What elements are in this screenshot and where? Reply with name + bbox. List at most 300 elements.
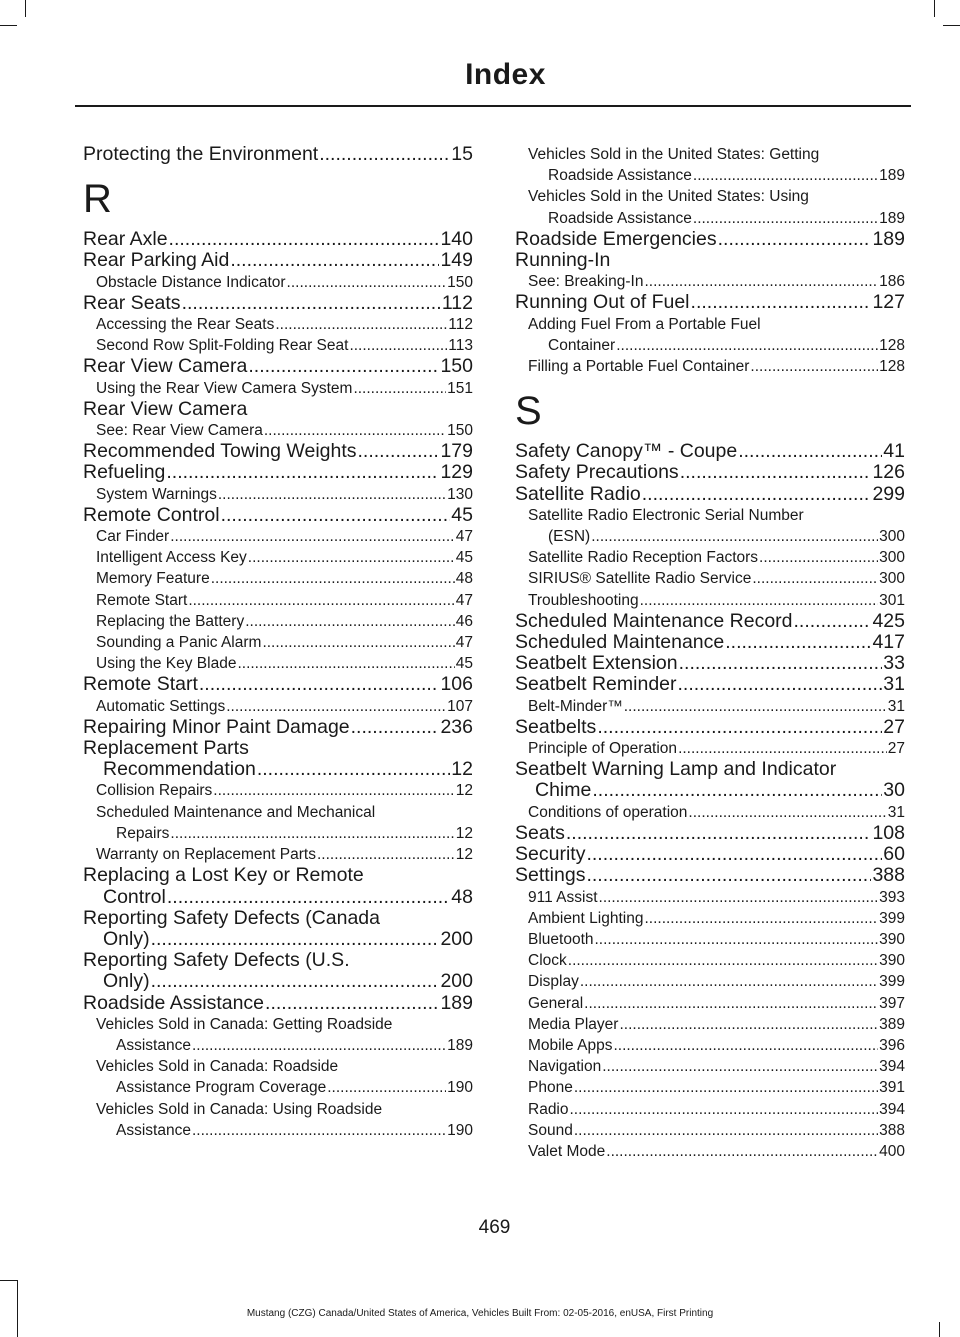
index-subentry [515, 696, 905, 717]
leader-dots [599, 887, 879, 908]
leader-dots [167, 887, 450, 908]
leader-dots [287, 272, 447, 293]
index-entry [83, 674, 473, 695]
index-subentry [515, 568, 905, 589]
leader-dots [574, 1120, 878, 1141]
leader-dots [644, 271, 878, 292]
leader-dots [688, 802, 886, 823]
entry-label: Roadside Emergencies [515, 227, 717, 250]
leader-dots [170, 526, 455, 547]
index-subentry [83, 1035, 473, 1056]
entry-page: 189 [879, 209, 905, 227]
header-rule [75, 105, 911, 107]
entry-label: Satellite Radio [515, 482, 641, 505]
leader-dots [619, 1014, 878, 1035]
crop-mark-bottom-left-h [0, 1280, 17, 1281]
section-letter: S [515, 389, 542, 434]
index-heading: Seatbelt Warning Lamp and Indicator [515, 758, 837, 781]
leader-dots [353, 378, 446, 399]
entry-page: 129 [440, 461, 473, 484]
entry-page: 150 [447, 422, 473, 440]
entry-label: Mobile Apps [528, 1036, 613, 1054]
entry-page: 30 [883, 779, 905, 802]
index-column-left [83, 144, 473, 1141]
index-heading: Replacing a Lost Key or Remote [83, 864, 364, 887]
entry-label: Settings [515, 864, 586, 887]
index-subentry [515, 1035, 905, 1056]
entry-label: Security [515, 843, 586, 866]
index-entry [83, 887, 473, 908]
leader-dots [678, 738, 887, 759]
index-entry [515, 292, 905, 313]
leader-dots [644, 908, 878, 929]
entry-page: 179 [440, 440, 473, 463]
leader-dots [349, 335, 447, 356]
index-subentry [83, 335, 473, 356]
crop-mark-top-right-v [934, 0, 935, 17]
index-subentry [83, 696, 473, 717]
leader-dots [317, 844, 455, 865]
entry-label: Conditions of operation [528, 803, 688, 821]
index-subentry [515, 1120, 905, 1141]
entry-page: 189 [879, 167, 905, 185]
entry-page: 126 [872, 461, 905, 484]
entry-page: 113 [448, 337, 473, 355]
index-entry [515, 674, 905, 695]
entry-page: 394 [879, 1100, 905, 1118]
index-entry [83, 717, 473, 738]
leader-dots [752, 568, 878, 589]
index-entry [83, 971, 473, 992]
index-subentry [515, 1014, 905, 1035]
index-subentry [515, 165, 905, 186]
leader-dots [584, 993, 878, 1014]
index-entry [83, 229, 473, 250]
entry-page: 388 [879, 1121, 905, 1139]
leader-dots [602, 1056, 878, 1077]
entry-page: 189 [872, 227, 905, 250]
entry-page: 45 [451, 503, 473, 526]
entry-label: Remote Start [83, 673, 198, 696]
footer-text: Mustang (CZG) Canada/United States of America, Vehicles Built From: 02-05-2016, enUSA, First Printing [246, 1308, 714, 1319]
entry-page: 399 [879, 909, 905, 927]
leader-dots [170, 823, 454, 844]
index-entry [83, 293, 473, 314]
entry-label: Seatbelt Extension [515, 652, 678, 675]
index-subentry [515, 1056, 905, 1077]
index-subheading: Adding Fuel From a Portable Fuel [528, 315, 761, 333]
index-subentry [83, 568, 473, 589]
leader-dots [606, 1141, 878, 1162]
leader-dots [151, 971, 440, 992]
leader-dots [725, 632, 871, 653]
leader-dots [351, 717, 440, 738]
index-entry [83, 462, 473, 483]
entry-label: Container [548, 336, 616, 354]
entry-page: 300 [879, 528, 905, 546]
entry-label: Seatbelts [515, 715, 597, 738]
index-subentry [515, 887, 905, 908]
index-entry [515, 865, 905, 886]
entry-label: Scheduled Maintenance [515, 631, 725, 654]
entry-page: 12 [455, 846, 473, 864]
entry-label: System Warnings [96, 485, 217, 503]
index-subentry [83, 653, 473, 674]
index-subheading: Vehicles Sold in Canada: Using Roadside [96, 1100, 383, 1118]
entry-label: Control [103, 885, 166, 908]
leader-dots [151, 929, 440, 950]
entry-page: 151 [447, 379, 473, 397]
entry-label: Assistance Program Coverage [116, 1079, 327, 1097]
entry-page: 46 [455, 612, 473, 630]
entry-page: 393 [879, 888, 905, 906]
leader-dots [245, 611, 455, 632]
entry-page: 12 [455, 824, 473, 842]
crop-mark-top-right-h [943, 25, 960, 26]
index-subheading: Satellite Radio Electronic Serial Number [528, 506, 804, 524]
entry-page: 236 [440, 715, 473, 738]
leader-dots [275, 314, 447, 335]
index-subentry [83, 272, 473, 293]
entry-label: Rear Seats [83, 291, 181, 314]
index-subentry [515, 993, 905, 1014]
entry-page: 301 [879, 591, 905, 609]
leader-dots [759, 547, 878, 568]
entry-label: Chime [535, 779, 592, 802]
entry-page: 108 [872, 821, 905, 844]
entry-label: Protecting the Environment [83, 143, 319, 165]
entry-label: Rear Parking Aid [83, 249, 230, 272]
index-subentry [515, 547, 905, 568]
index-entry [515, 844, 905, 865]
entry-label: 911 Assist [528, 888, 598, 906]
entry-label: Principle of Operation [528, 740, 678, 758]
leader-dots [591, 526, 878, 547]
index-heading: Rear View Camera [83, 397, 248, 420]
entry-label: See: Breaking-In [528, 273, 644, 291]
index-subheading: Vehicles Sold in the United States: Using [528, 188, 809, 206]
entry-page: 48 [451, 885, 473, 908]
entry-label: Remote Start [96, 591, 188, 609]
leader-dots [574, 1077, 878, 1098]
leader-dots [192, 1035, 446, 1056]
index-entry [515, 823, 905, 844]
entry-page: 150 [447, 273, 473, 291]
entry-page: 33 [883, 652, 905, 675]
entry-page: 31 [887, 697, 905, 715]
entry-page: 388 [872, 864, 905, 887]
index-subentry [83, 547, 473, 568]
entry-label: Scheduled Maintenance Record [515, 609, 793, 632]
entry-page: 300 [879, 570, 905, 588]
index-heading: Running-In [515, 249, 611, 272]
entry-label: Valet Mode [528, 1142, 606, 1160]
index-entry [515, 462, 905, 483]
entry-page: 27 [883, 715, 905, 738]
entry-page: 112 [441, 291, 473, 314]
index-subentry [83, 611, 473, 632]
index-subentry [83, 314, 473, 335]
entry-page: 127 [872, 291, 905, 314]
entry-page: 47 [455, 528, 473, 546]
entry-label: Automatic Settings [96, 697, 226, 715]
index-subentry [515, 356, 905, 377]
index-subentry [83, 526, 473, 547]
entry-label: Radio [528, 1100, 569, 1118]
index-subentry [83, 844, 473, 865]
index-subentry [83, 420, 473, 441]
leader-dots [680, 462, 872, 483]
index-subentry [83, 378, 473, 399]
index-subentry [515, 1141, 905, 1162]
entry-page: 300 [879, 549, 905, 567]
leader-dots [327, 1077, 446, 1098]
leader-dots [568, 950, 878, 971]
entry-page: 397 [879, 994, 905, 1012]
leader-dots [182, 293, 441, 314]
index-entry [515, 229, 905, 250]
entry-page: 12 [451, 758, 473, 781]
index-entry [515, 441, 905, 462]
entry-page: 45 [455, 549, 473, 567]
index-subentry [515, 971, 905, 992]
entry-label: Seats [515, 821, 565, 844]
entry-label: Navigation [528, 1058, 602, 1076]
leader-dots [262, 632, 454, 653]
entry-page: 399 [879, 973, 905, 991]
leader-dots [230, 250, 439, 271]
entry-label: Only) [103, 927, 150, 950]
index-subentry [83, 484, 473, 505]
entry-page: 390 [879, 952, 905, 970]
leader-dots [642, 484, 872, 505]
index-entry [83, 505, 473, 526]
leader-dots [640, 590, 879, 611]
page-number: 469 [478, 1217, 511, 1238]
entry-page: 47 [455, 634, 473, 652]
entry-page: 107 [447, 697, 473, 715]
entry-label: Sounding a Panic Alarm [96, 634, 262, 652]
index-heading: Replacement Parts [83, 737, 249, 760]
index-subentry [515, 738, 905, 759]
entry-page: 390 [879, 930, 905, 948]
index-entry [515, 632, 905, 653]
leader-dots [613, 1035, 878, 1056]
crop-mark-top-left-v [25, 0, 26, 17]
leader-dots [738, 441, 882, 462]
entry-label: General [528, 994, 584, 1012]
entry-label: Safety Canopy™ - Coupe [515, 440, 738, 463]
crop-mark-top-left-h [0, 25, 17, 26]
entry-label: Seatbelt Reminder [515, 673, 677, 696]
entry-label: Memory Feature [96, 570, 210, 588]
leader-dots [265, 993, 439, 1014]
index-subentry [515, 590, 905, 611]
entry-label: Phone [528, 1079, 573, 1097]
entry-label: See: Rear View Camera [96, 422, 263, 440]
entry-label: SIRIUS® Satellite Radio Service [528, 570, 752, 588]
leader-dots [248, 356, 439, 377]
index-subentry [83, 632, 473, 653]
entry-label: Intelligent Access Key [96, 549, 247, 567]
entry-page: 200 [440, 927, 473, 950]
entry-page: 112 [448, 316, 473, 334]
crop-mark-bottom-right-v [939, 1322, 940, 1337]
entry-label: Belt-Minder™ [528, 697, 623, 715]
entry-label: Remote Control [83, 503, 220, 526]
index-entry [83, 250, 473, 271]
leader-dots [693, 208, 878, 229]
entry-page: 190 [447, 1079, 473, 1097]
entry-label: Refueling [83, 461, 166, 484]
leader-dots [570, 1099, 879, 1120]
index-subentry [83, 590, 473, 611]
entry-label: Warranty on Replacement Parts [96, 846, 316, 864]
entry-page: 394 [879, 1058, 905, 1076]
entry-page: 48 [455, 570, 473, 588]
entry-page: 150 [440, 355, 473, 378]
leader-dots [211, 568, 455, 589]
index-subentry [515, 950, 905, 971]
index-entry [515, 611, 905, 632]
leader-dots [199, 674, 440, 695]
entry-label: Media Player [528, 1015, 619, 1033]
leader-dots [169, 229, 440, 250]
leader-dots [166, 462, 439, 483]
leader-dots [718, 229, 872, 250]
entry-label: Roadside Assistance [548, 167, 692, 185]
index-subentry [83, 780, 473, 801]
entry-page: 60 [883, 843, 905, 866]
index-subentry [83, 1120, 473, 1141]
leader-dots [358, 441, 440, 462]
entry-label: Satellite Radio Reception Factors [528, 549, 759, 567]
entry-label: Assistance [116, 1036, 191, 1054]
entry-label: Repairs [116, 824, 170, 842]
entry-label: Assistance [116, 1121, 191, 1139]
leader-dots [221, 505, 451, 526]
entry-page: 200 [440, 970, 473, 993]
entry-label: Rear Axle [83, 228, 168, 251]
entry-page: 15 [451, 143, 473, 165]
leader-dots [248, 547, 455, 568]
index-entry [83, 759, 473, 780]
entry-label: Recommended Towing Weights [83, 440, 357, 463]
entry-label: Roadside Assistance [548, 209, 692, 227]
page-title: Index [465, 58, 546, 91]
entry-label: Accessing the Rear Seats [96, 316, 275, 334]
index-subentry [515, 526, 905, 547]
entry-page: 149 [440, 249, 473, 272]
entry-label: Running Out of Fuel [515, 291, 690, 314]
leader-dots [226, 696, 446, 717]
index-heading: Reporting Safety Defects (U.S. [83, 949, 350, 972]
entry-label: Second Row Split-Folding Rear Seat [96, 337, 349, 355]
entry-label: Clock [528, 952, 567, 970]
leader-dots [750, 356, 878, 377]
leader-dots [237, 653, 454, 674]
leader-dots [592, 780, 882, 801]
leader-dots [691, 292, 872, 313]
entry-label: Recommendation [103, 758, 256, 781]
entry-label: Repairing Minor Paint Damage [83, 715, 350, 738]
index-subheading: Vehicles Sold in Canada: Roadside [96, 1058, 339, 1076]
entry-page: 140 [440, 228, 473, 251]
entry-label: (ESN) [548, 528, 591, 546]
index-entry [515, 653, 905, 674]
index-heading: Reporting Safety Defects (Canada [83, 906, 380, 929]
entry-label: Troubleshooting [528, 591, 639, 609]
entry-page: 389 [879, 1015, 905, 1033]
entry-page: 128 [879, 358, 905, 376]
index-subentry [83, 1077, 473, 1098]
entry-page: 31 [887, 803, 905, 821]
entry-page: 391 [879, 1079, 905, 1097]
index-subentry [515, 271, 905, 292]
leader-dots [213, 780, 454, 801]
section-letter: R [83, 177, 112, 222]
leader-dots [794, 611, 872, 632]
entry-label: Filling a Portable Fuel Container [528, 358, 750, 376]
leader-dots [693, 165, 878, 186]
leader-dots [192, 1120, 446, 1141]
entry-page: 106 [440, 673, 473, 696]
entry-page: 299 [872, 482, 905, 505]
leader-dots [586, 844, 882, 865]
leader-dots [678, 674, 883, 695]
index-subheading: Scheduled Maintenance and Mechanical [96, 803, 376, 821]
entry-label: Collision Repairs [96, 782, 213, 800]
index-entry [83, 993, 473, 1014]
entry-label: Obstacle Distance Indicator [96, 273, 286, 291]
index-entry [515, 484, 905, 505]
entry-page: 27 [887, 740, 905, 758]
entry-label: Car Finder [96, 528, 170, 546]
leader-dots [595, 929, 879, 950]
leader-dots [624, 696, 887, 717]
index-subentry [515, 208, 905, 229]
leader-dots [616, 335, 878, 356]
index-subentry [515, 1099, 905, 1120]
index-subentry [515, 908, 905, 929]
entry-label: Bluetooth [528, 930, 594, 948]
entry-page: 417 [872, 631, 905, 654]
index-subentry [515, 1077, 905, 1098]
index-entry [83, 441, 473, 462]
leader-dots [566, 823, 872, 844]
entry-page: 130 [447, 485, 473, 503]
entry-page: 31 [883, 673, 905, 696]
entry-page: 190 [447, 1121, 473, 1139]
index-entry [83, 929, 473, 950]
entry-page: 400 [879, 1142, 905, 1160]
index-entry [83, 356, 473, 377]
entry-label: Ambient Lighting [528, 909, 644, 927]
index-subentry [515, 802, 905, 823]
leader-dots [679, 653, 883, 674]
index-subentry [515, 335, 905, 356]
entry-label: Safety Precautions [515, 461, 679, 484]
index-entry [515, 780, 905, 801]
entry-page: 189 [440, 991, 473, 1014]
entry-page: 396 [879, 1036, 905, 1054]
entry-page: 128 [879, 336, 905, 354]
entry-label: Roadside Assistance [83, 991, 265, 1014]
leader-dots [319, 144, 450, 165]
entry-page: 12 [455, 782, 473, 800]
entry-label: Only) [103, 970, 150, 993]
entry-label: Display [528, 973, 579, 991]
